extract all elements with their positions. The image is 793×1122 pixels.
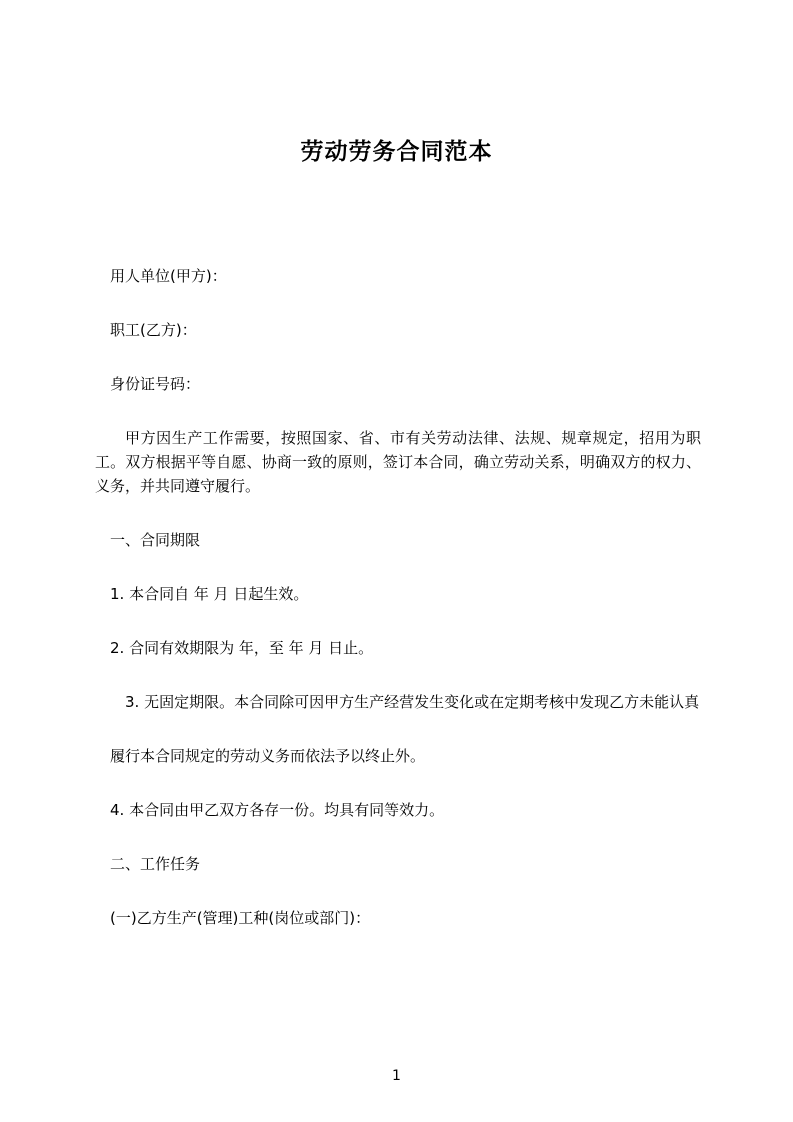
paragraph-item-1-4: 4. 本合同由甲乙双方各存一份。均具有同等效力。	[110, 800, 445, 819]
spacer	[95, 342, 701, 372]
paragraph-preamble: 甲方因生产工作需要，按照国家、省、市有关劳动法律、法规、规章规定，招用为职工。双方根据平等自愿、协商一致的原则，签订本合同，确立劳动关系，明确双方的权力、义务，并共同遵守履行。	[95, 428, 701, 495]
spacer	[95, 714, 701, 744]
paragraph-employer: 用人单位(甲方)：	[110, 266, 227, 285]
spacer	[95, 606, 701, 636]
spacer	[95, 288, 701, 318]
spacer	[95, 822, 701, 852]
paragraph-employee: 职工(乙方)：	[110, 320, 197, 339]
paragraph-item-2-1: (一)乙方生产(管理)工种(岗位或部门)：	[110, 908, 371, 927]
spacer	[95, 876, 701, 906]
page-number: 1	[392, 1068, 401, 1084]
paragraph-id-number: 身份证号码：	[110, 374, 201, 393]
spacer	[95, 498, 701, 528]
spacer	[95, 552, 701, 582]
heading-section-2: 二、工作任务	[110, 854, 201, 873]
document-body	[0, 264, 793, 930]
spacer	[95, 396, 701, 426]
paragraph-item-1-1: 1. 本合同自 年 月 日起生效。	[110, 584, 309, 603]
page-title: 劳动劳务合同范本	[300, 139, 493, 165]
spacer	[95, 768, 701, 798]
spacer	[95, 660, 701, 690]
heading-section-1: 一、合同期限	[110, 530, 201, 549]
paragraph-item-1-2: 2. 合同有效期限为 年，至 年 月 日止。	[110, 638, 374, 657]
paragraph-item-1-3-continued: 履行本合同规定的劳动义务而依法予以终止外。	[110, 746, 426, 765]
paragraph-item-1-3: 3. 无固定期限。本合同除可因甲方生产经营发生变化或在定期考核中发现乙方未能认真	[125, 692, 700, 711]
